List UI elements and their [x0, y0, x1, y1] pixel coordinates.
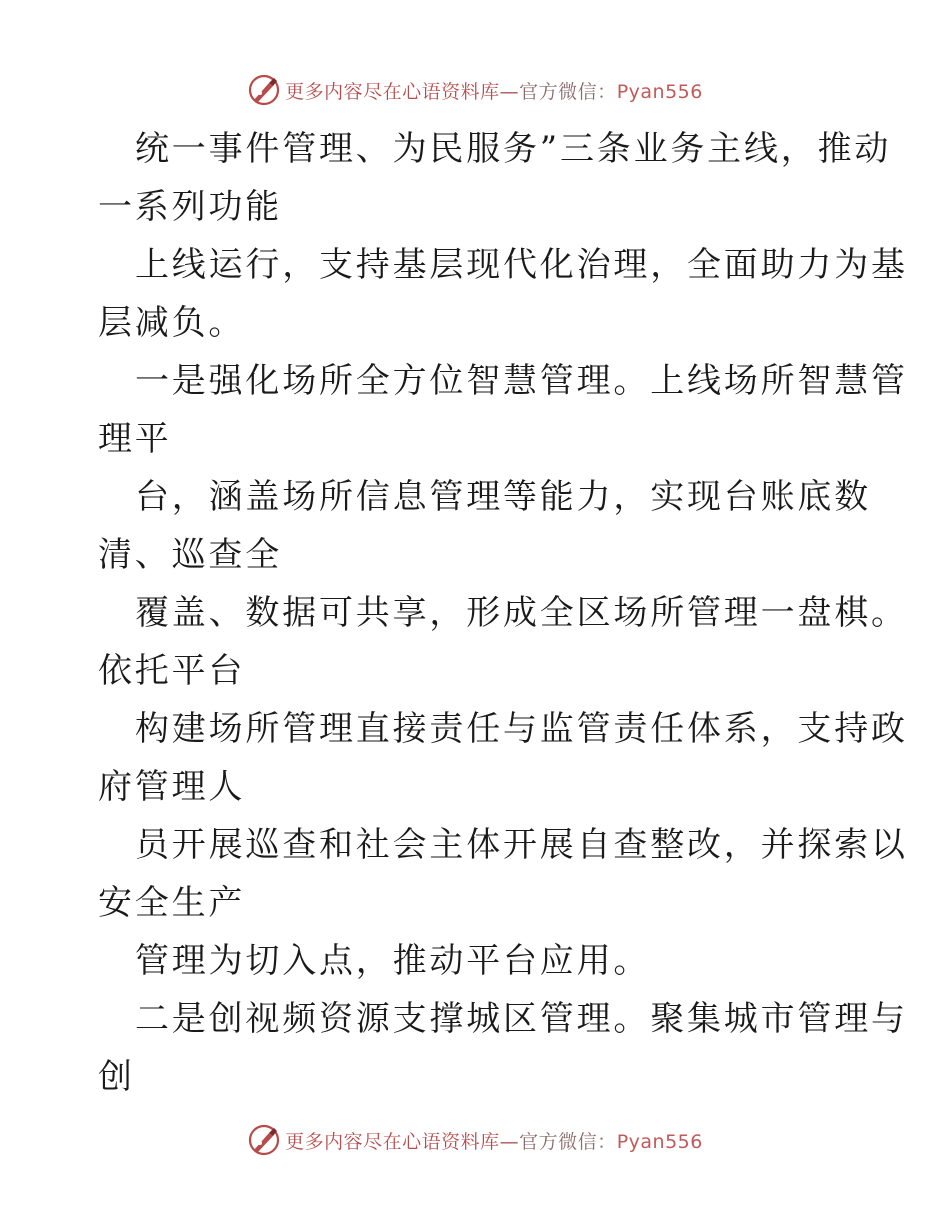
body-line: 府管理人	[98, 767, 246, 807]
body-line: 依托平台	[98, 651, 246, 691]
body-line: 台，涵盖场所信息管理等能力，实现台账底数	[135, 477, 871, 517]
body-line: 创	[98, 1057, 135, 1097]
watermark-wechat-label: 官方微信：	[519, 1130, 617, 1153]
pen-logo-icon	[247, 73, 281, 107]
document-body	[98, 120, 908, 1106]
watermark-site-text: 更多内容尽在心语资料库	[285, 1130, 500, 1153]
body-line: 清、巡查全	[98, 535, 282, 575]
watermark-header	[0, 70, 950, 110]
body-line: 管理为切入点，推动平台应用。	[135, 941, 651, 981]
watermark-wechat-label: 官方微信：	[519, 80, 617, 103]
body-line: 一是强化场所全方位智慧管理。上线场所智慧管	[135, 361, 908, 401]
body-line: 二是创视频资源支撑城区管理。聚集城市管理与	[135, 999, 908, 1039]
watermark-wechat-id: Pyan556	[616, 1130, 703, 1153]
body-line: 一系列功能	[98, 187, 282, 227]
body-line: 安全生产	[98, 883, 246, 923]
pen-logo-icon	[247, 1123, 281, 1157]
body-line: 上线运行，支持基层现代化治理，全面助力为基	[135, 245, 908, 285]
watermark-separator: —	[499, 1130, 520, 1153]
body-line: 构建场所管理直接责任与监管责任体系，支持政	[135, 709, 908, 749]
watermark-text	[285, 77, 703, 104]
body-line: 层减负。	[98, 303, 246, 343]
body-line: 员开展巡查和社会主体开展自查整改，并探索以	[135, 825, 908, 865]
watermark-text	[285, 1127, 703, 1154]
body-line: 覆盖、数据可共享，形成全区场所管理一盘棋。	[135, 593, 908, 633]
watermark-site-text: 更多内容尽在心语资料库	[285, 80, 500, 103]
watermark-wechat-id: Pyan556	[616, 80, 703, 103]
body-line: 理平	[98, 419, 172, 459]
body-line: 统一事件管理、为民服务”三条业务主线，推动	[135, 129, 892, 169]
watermark-footer	[0, 1120, 950, 1160]
watermark-separator: —	[499, 80, 520, 103]
